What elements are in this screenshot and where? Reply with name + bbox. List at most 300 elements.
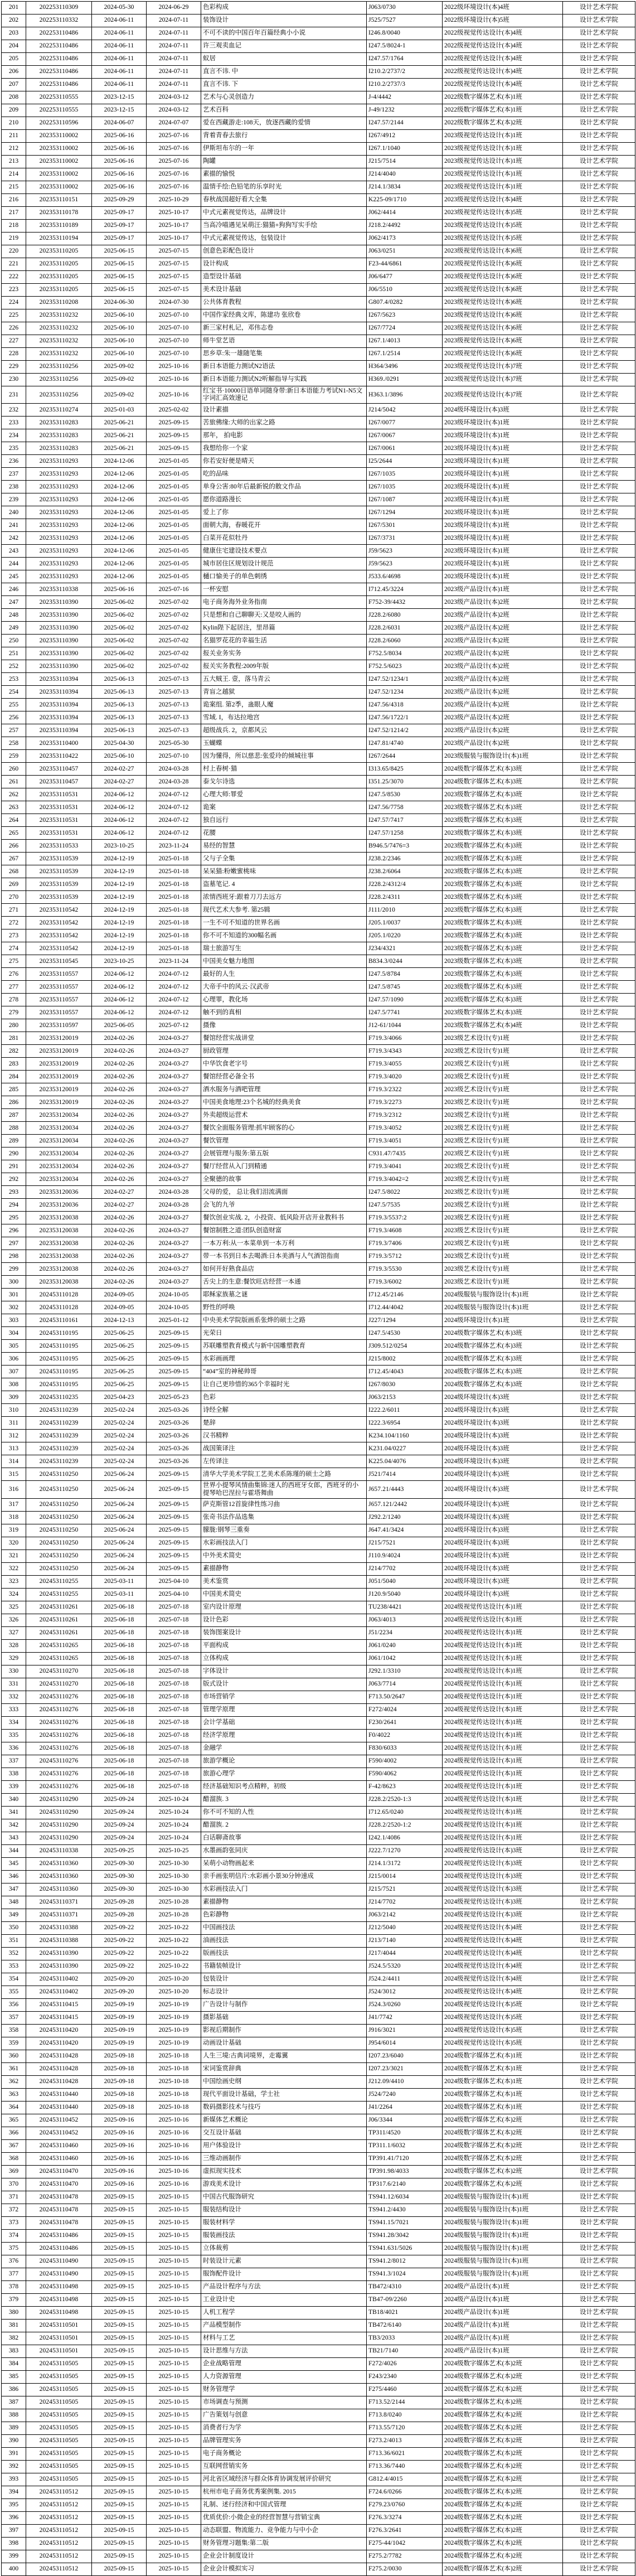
cell-idx: 343 [2,1832,26,1844]
cell-title: 杭州市电子商务优秀案例集. 2015 [201,2486,367,2498]
cell-bdate: 2024-12-06 [92,532,147,545]
cell-bdate: 2025-09-15 [92,2229,147,2242]
cell-rdate: 2025-07-18 [147,1678,201,1691]
cell-title: 品牌管理实务 [201,2434,367,2447]
cell-class: 2023级数字媒体艺术(本)3班 [443,865,563,878]
cell-bdate: 2024-06-30 [92,297,147,309]
cell-idx: 364 [2,2101,26,2114]
cell-coll: 设计艺术学院 [563,827,635,840]
cell-sid: 202353110293 [26,558,92,570]
cell-class: 2023级艺术设计(专)1班 [443,1071,563,1083]
cell-bdate: 2025-06-18 [92,1729,147,1742]
cell-title: 色彩 [201,1391,367,1404]
table-row [2,814,635,827]
cell-class: 2024级数字媒体艺术(本)3班 [443,1353,563,1366]
cell-sid: 202353120034 [26,1109,92,1122]
cell-idx: 266 [2,840,26,853]
cell-coll: 设计艺术学院 [563,40,635,53]
cell-rdate: 2025-10-15 [147,2537,201,2550]
cell-coll: 设计艺术学院 [563,1909,635,1921]
cell-call: F719.3/2273 [367,1096,443,1109]
cell-coll: 设计艺术学院 [563,194,635,207]
table-row [2,2062,635,2075]
cell-idx: 361 [2,2062,26,2075]
cell-coll: 设计艺术学院 [563,1083,635,1096]
cell-rdate: 2025-10-15 [147,2511,201,2524]
cell-call: F275.2/0030 [367,2563,443,2575]
cell-sid: 202353120038 [26,1212,92,1224]
cell-idx: 267 [2,853,26,865]
cell-bdate: 2025-09-15 [92,2332,147,2345]
table-row [2,1614,635,1626]
cell-coll: 设计艺术学院 [563,583,635,596]
table-row [2,2139,635,2152]
cell-idx: 219 [2,233,26,245]
cell-rdate: 2024-03-27 [147,1122,201,1135]
cell-idx: 202 [2,14,26,27]
cell-sid: 202453110440 [26,2101,92,2114]
cell-rdate: 2024-03-28 [147,776,201,788]
cell-call: TS941.2/8012 [367,2255,443,2268]
cell-sid: 202353110390 [26,609,92,622]
table-row [2,1122,635,1135]
cell-title: 版式设计 [201,1678,367,1691]
cell-coll: 设计艺术学院 [563,1455,635,1468]
cell-sid: 202353110283 [26,442,92,455]
cell-title: 公共体育教程 [201,297,367,309]
cell-class: 2024级服装与服饰设计(本)1班 [443,2216,563,2229]
cell-rdate: 2025-10-20 [147,1973,201,1986]
cell-bdate: 2025-09-15 [92,2447,147,2460]
cell-class: 2023级艺术设计(专)1班 [443,1212,563,1224]
cell-coll: 设计艺术学院 [563,66,635,79]
cell-title: 父母的爱， 总让我们泪流满面 [201,1186,367,1199]
cell-idx: 329 [2,1652,26,1665]
cell-call: F719.3/4041 [367,1160,443,1173]
table-row [2,1212,635,1224]
cell-class: 2024级服装与服饰设计(本)1班 [443,2242,563,2255]
cell-sid: 202453110250 [26,1468,92,1481]
cell-title: 那年， 拍电影 [201,429,367,442]
cell-call: I267/2644 [367,750,443,763]
table-row [2,1575,635,1588]
cell-coll: 设计艺术学院 [563,2062,635,2075]
cell-idx: 233 [2,417,26,429]
cell-coll: 设计艺术学院 [563,2524,635,2537]
cell-rdate: 2025-07-18 [147,1614,201,1626]
table-row [2,1716,635,1729]
cell-call: F272/4026 [367,2357,443,2370]
cell-idx: 280 [2,1019,26,1032]
cell-coll: 设计艺术学院 [563,2293,635,2306]
cell-title: 泰戈尔诗选 [201,776,367,788]
cell-title: 装饰图案设计 [201,1626,367,1639]
cell-class: 2023级环境设计(本)1班 [443,570,563,583]
cell-call: I313.65/8425 [367,763,443,776]
cell-title: 瑞士旅游写生 [201,942,367,955]
table-row [2,2422,635,2434]
cell-title: 平面构成 [201,1639,367,1652]
cell-bdate: 2025-09-15 [92,2396,147,2409]
cell-sid: 202253110486 [26,79,92,91]
cell-class: 2023级艺术设计(专)1班 [443,1122,563,1135]
cell-idx: 291 [2,1160,26,1173]
cell-class: 2023级数字媒体艺术(本)3班 [443,814,563,827]
cell-title: 中国美术简史 [201,1588,367,1601]
cell-bdate: 2024-02-26 [92,1224,147,1237]
cell-rdate: 2025-10-15 [147,2255,201,2268]
cell-rdate: 2024-03-12 [147,104,201,117]
cell-sid: 202453110276 [26,1755,92,1768]
table-row [2,1353,635,1366]
cell-class: 2023级环境设计(本)1班 [443,417,563,429]
table-row [2,1006,635,1019]
cell-coll: 设计艺术学院 [563,763,635,776]
cell-sid: 202253110596 [26,117,92,130]
cell-sid: 202353110293 [26,455,92,468]
borrowing-record-table [1,1,635,2576]
table-row [2,1378,635,1391]
cell-idx: 302 [2,1301,26,1314]
cell-sid: 202453110490 [26,2268,92,2280]
cell-call: H369./0291 [367,374,443,386]
cell-coll: 设计艺术学院 [563,814,635,827]
cell-call: F713.8/0240 [367,2409,443,2422]
cell-title: 经济基础知识考点精粹，初级 [201,1780,367,1793]
cell-title: 一杯安慰 [201,583,367,596]
cell-coll: 设计艺术学院 [563,297,635,309]
table-row [2,763,635,776]
cell-rdate: 2025-07-13 [147,724,201,737]
table-row [2,1665,635,1678]
cell-call: TS941.12/6034 [367,2191,443,2204]
cell-title: 光荣日 [201,1327,367,1340]
cell-rdate: 2025-10-16 [147,2139,201,2152]
cell-class: 2023级数字媒体艺术(本)3班 [443,917,563,929]
cell-idx: 372 [2,2204,26,2216]
cell-class: 2024级数字媒体艺术(本)2班 [443,2165,563,2178]
cell-class: 2023级环境设计(本)1班 [443,493,563,506]
cell-coll: 设计艺术学院 [563,2345,635,2357]
cell-class: 2024级数字媒体艺术(本)2班 [443,2524,563,2537]
cell-bdate: 2025-09-17 [92,207,147,220]
cell-sid: 202353110232 [26,348,92,361]
cell-title: 经济学原理 [201,1729,367,1742]
cell-rdate: 2025-10-15 [147,2434,201,2447]
cell-call: J524/3012 [367,1986,443,1998]
cell-rdate: 2025-07-16 [147,181,201,194]
cell-class: 2022级环境设计(本)5班 [443,14,563,27]
cell-coll: 设计艺术学院 [563,468,635,481]
cell-call: F719.3/5712 [367,1250,443,1263]
cell-class: 2023级艺术设计(专)1班 [443,1199,563,1212]
cell-coll: 设计艺术学院 [563,2396,635,2409]
cell-title: 醋溜族. 2 [201,1819,367,1832]
cell-idx: 395 [2,2498,26,2511]
cell-coll: 设计艺术学院 [563,2,635,14]
cell-sid: 202453110512 [26,2563,92,2575]
cell-sid: 202353110394 [26,699,92,711]
cell-title: 水彩画画理 [201,1353,367,1366]
cell-class: 2024级数字媒体艺术(本)1班 [443,2062,563,2075]
cell-idx: 203 [2,27,26,40]
cell-idx: 373 [2,2216,26,2229]
cell-sid: 202453110505 [26,2370,92,2383]
table-row [2,1468,635,1481]
cell-idx: 378 [2,2280,26,2293]
cell-bdate: 2025-09-29 [92,194,147,207]
cell-bdate: 2024-02-26 [92,1045,147,1058]
cell-sid: 202453110250 [26,1537,92,1550]
table-row [2,271,635,284]
cell-bdate: 2024-06-11 [92,14,147,27]
cell-title: 新日本语能力测试N2听解指导与实践 [201,374,367,386]
cell-call: TS941.3/1024 [367,2268,443,2280]
cell-call: J41/2264 [367,2101,443,2114]
cell-bdate: 2024-02-26 [92,1032,147,1045]
cell-bdate: 2025-09-24 [92,1793,147,1806]
cell-idx: 385 [2,2370,26,2383]
cell-rdate: 2025-07-15 [147,271,201,284]
cell-sid: 202453110501 [26,2332,92,2345]
cell-bdate: 2024-12-06 [92,493,147,506]
cell-coll: 设计艺术学院 [563,104,635,117]
cell-idx: 369 [2,2165,26,2178]
cell-call: I246.8/0040 [367,27,443,40]
cell-coll: 设计艺术学院 [563,1353,635,1366]
cell-class: 2023级艺术设计(专)1班 [443,1147,563,1160]
cell-class: 2023级产品设计(本)2班 [443,596,563,609]
cell-rdate: 2025-07-10 [147,750,201,763]
cell-rdate: 2025-01-05 [147,558,201,570]
cell-call: F-42/8623 [367,1780,443,1793]
cell-rdate: 2024-03-27 [147,1109,201,1122]
cell-call: I267/7724 [367,322,443,335]
cell-title: 背着青春去旅行 [201,130,367,143]
cell-class: 2023级环境设计(本)1班 [443,481,563,493]
cell-coll: 设计艺术学院 [563,2152,635,2165]
cell-bdate: 2025-09-15 [92,2537,147,2550]
cell-bdate: 2025-02-24 [92,1404,147,1417]
cell-coll: 设计艺术学院 [563,117,635,130]
cell-call: F719.3/4042=2 [367,1173,443,1186]
cell-bdate: 2025-09-30 [92,1883,147,1896]
cell-bdate: 2024-02-27 [92,763,147,776]
cell-rdate: 2025-03-26 [147,1417,201,1430]
cell-idx: 346 [2,1870,26,1883]
cell-class: 2024级数字媒体艺术(本)2班 [443,2447,563,2460]
cell-coll: 设计艺术学院 [563,374,635,386]
cell-bdate: 2024-02-26 [92,1135,147,1147]
cell-sid: 202453110276 [26,1780,92,1793]
cell-coll: 设计艺术学院 [563,801,635,814]
cell-call: J525/7527 [367,14,443,27]
cell-title: 楚辞 [201,1417,367,1430]
cell-sid: 202453110276 [26,1716,92,1729]
cell-bdate: 2025-09-24 [92,1806,147,1819]
cell-rdate: 2025-10-16 [147,2152,201,2165]
cell-title: 不可不读的中国百年百篇经典小小说 [201,27,367,40]
cell-bdate: 2025-09-15 [92,2242,147,2255]
cell-sid: 202353110293 [26,570,92,583]
cell-rdate: 2024-07-11 [147,27,201,40]
cell-class: 2024级服装与服饰设计(本)1班 [443,2191,563,2204]
cell-title: 产品设计程序与方法 [201,2280,367,2293]
cell-bdate: 2025-06-25 [92,1378,147,1391]
cell-idx: 213 [2,156,26,168]
table-row [2,647,635,660]
cell-rdate: 2024-07-07 [147,117,201,130]
cell-class: 2023级环境设计(本)1班 [443,506,563,519]
cell-class: 2024级视觉传达设计(本)4班 [443,1934,563,1947]
cell-rdate: 2025-10-15 [147,2370,201,2383]
cell-idx: 355 [2,1986,26,1998]
cell-bdate: 2025-09-25 [92,1844,147,1857]
cell-sid: 202453110261 [26,1626,92,1639]
table-row [2,1626,635,1639]
cell-class: 2023级产品设计(本)2班 [443,673,563,686]
cell-call: I222.2/6011 [367,1404,443,1417]
cell-title: 电子商务海外业务指南 [201,596,367,609]
cell-idx: 323 [2,1575,26,1588]
cell-class: 2024级数字媒体艺术(本)2班 [443,2383,563,2396]
cell-coll: 设计艺术学院 [563,1742,635,1755]
cell-sid: 202453110195 [26,1353,92,1366]
cell-call: I267/4912 [367,130,443,143]
cell-call: J062/4414 [367,207,443,220]
cell-coll: 设计艺术学院 [563,1160,635,1173]
cell-title: 中华饮食老字号 [201,1058,367,1071]
cell-class: 2024级视觉传达设计(本)3班 [443,1909,563,1921]
cell-bdate: 2024-06-12 [92,1006,147,1019]
cell-sid: 202453110478 [26,2204,92,2216]
table-row [2,904,635,917]
cell-coll: 设计艺术学院 [563,1045,635,1058]
cell-rdate: 2025-01-05 [147,545,201,558]
cell-rdate: 2025-07-10 [147,335,201,348]
cell-coll: 设计艺术学院 [563,904,635,917]
cell-bdate: 2025-09-15 [92,2255,147,2268]
table-row [2,635,635,647]
cell-title: 如何开好熟食品店 [201,1263,367,1276]
cell-call: F719.3/4608 [367,1224,443,1237]
cell-rdate: 2024-03-28 [147,1186,201,1199]
cell-call: J212.09/4410 [367,2075,443,2088]
cell-bdate: 2025-09-17 [92,233,147,245]
cell-title: 服装材料学 [201,2216,367,2229]
cell-class: 2023级视觉传达设计(本)1班 [443,168,563,181]
cell-class: 2023级视觉传达设计(本)6班 [443,245,563,258]
cell-rdate: 2025-10-16 [147,374,201,386]
table-row [2,1481,635,1498]
cell-coll: 设计艺术学院 [563,647,635,660]
cell-coll: 设计艺术学院 [563,2460,635,2473]
cell-bdate: 2024-02-26 [92,1096,147,1109]
cell-sid: 202353120019 [26,1083,92,1096]
cell-rdate: 2025-10-18 [147,2101,201,2114]
cell-title: 设计素描 [201,404,367,417]
cell-sid: 202353110542 [26,904,92,917]
cell-class: 2023级视觉传达设计(本)7班 [443,361,563,374]
cell-title: 新日本语能力测试N2语法 [201,361,367,374]
cell-idx: 320 [2,1537,26,1550]
table-row [2,335,635,348]
cell-title: 一本万利:从一本菜单到一本万利 [201,1237,367,1250]
table-row [2,1366,635,1378]
cell-coll: 设计艺术学院 [563,1639,635,1652]
cell-bdate: 2024-06-11 [92,27,147,40]
cell-title: 父与子全集 [201,853,367,865]
cell-call: I247.5/8024-1 [367,40,443,53]
cell-coll: 设计艺术学院 [563,609,635,622]
cell-call: J06/3344 [367,2114,443,2127]
cell-title: 宋词鉴赏辞典 [201,2062,367,2075]
cell-idx: 276 [2,968,26,981]
table-row [2,686,635,699]
cell-title: 财务管理学 [201,2383,367,2396]
cell-bdate: 2025-06-10 [92,322,147,335]
cell-rdate: 2025-10-15 [147,2191,201,2204]
cell-coll: 设计艺术学院 [563,1614,635,1626]
cell-sid: 202453110415 [26,2011,92,2024]
table-row [2,750,635,763]
cell-bdate: 2024-12-06 [92,481,147,493]
cell-sid: 202453110195 [26,1340,92,1353]
cell-idx: 241 [2,519,26,532]
cell-call: I242.1/4086 [367,1832,443,1844]
cell-class: 2024级数字媒体艺术(本)2班 [443,2473,563,2486]
cell-title: 餐馆经营必备全书 [201,1071,367,1083]
cell-class: 2023级数字媒体艺术(本)3班 [443,853,563,865]
cell-rdate: 2025-09-15 [147,1481,201,1498]
cell-sid: 202453110505 [26,2447,92,2460]
cell-rdate: 2025-10-15 [147,2319,201,2332]
cell-bdate: 2024-02-26 [92,1237,147,1250]
table-row [2,827,635,840]
cell-rdate: 2025-01-18 [147,929,201,942]
cell-title: 设计色彩 [201,1614,367,1626]
cell-bdate: 2025-09-30 [92,1870,147,1883]
cell-title: 你若安好便是晴天 [201,455,367,468]
cell-rdate: 2025-09-15 [147,1327,201,1340]
cell-call: J-49/1232 [367,104,443,117]
table-row [2,2191,635,2204]
cell-title: 外卖超级运营术 [201,1109,367,1122]
table-row [2,955,635,968]
table-row [2,660,635,673]
cell-bdate: 2025-09-22 [92,1921,147,1934]
cell-rdate: 2023-11-24 [147,840,201,853]
cell-rdate: 2025-07-18 [147,1780,201,1793]
cell-class: 2023级视觉传达设计(本)5班 [443,207,563,220]
cell-call: I247.5/4530 [367,1327,443,1340]
cell-coll: 设计艺术学院 [563,1562,635,1575]
cell-sid: 202453110402 [26,1986,92,1998]
cell-idx: 279 [2,1006,26,1019]
cell-idx: 289 [2,1135,26,1147]
cell-call: I712.45/2146 [367,1289,443,1301]
cell-coll: 设计艺术学院 [563,1678,635,1691]
cell-bdate: 2023-12-15 [92,104,147,117]
cell-coll: 设计艺术学院 [563,1186,635,1199]
cell-bdate: 2024-06-12 [92,968,147,981]
cell-title: 陶罐 [201,156,367,168]
cell-bdate: 2025-09-15 [92,2191,147,2204]
table-row [2,2447,635,2460]
cell-class: 2023级视觉传达设计(本)6班 [443,335,563,348]
cell-title: 服装画技法 [201,2229,367,2242]
cell-title: 萨克斯管12首旋律性练习曲 [201,1498,367,1511]
